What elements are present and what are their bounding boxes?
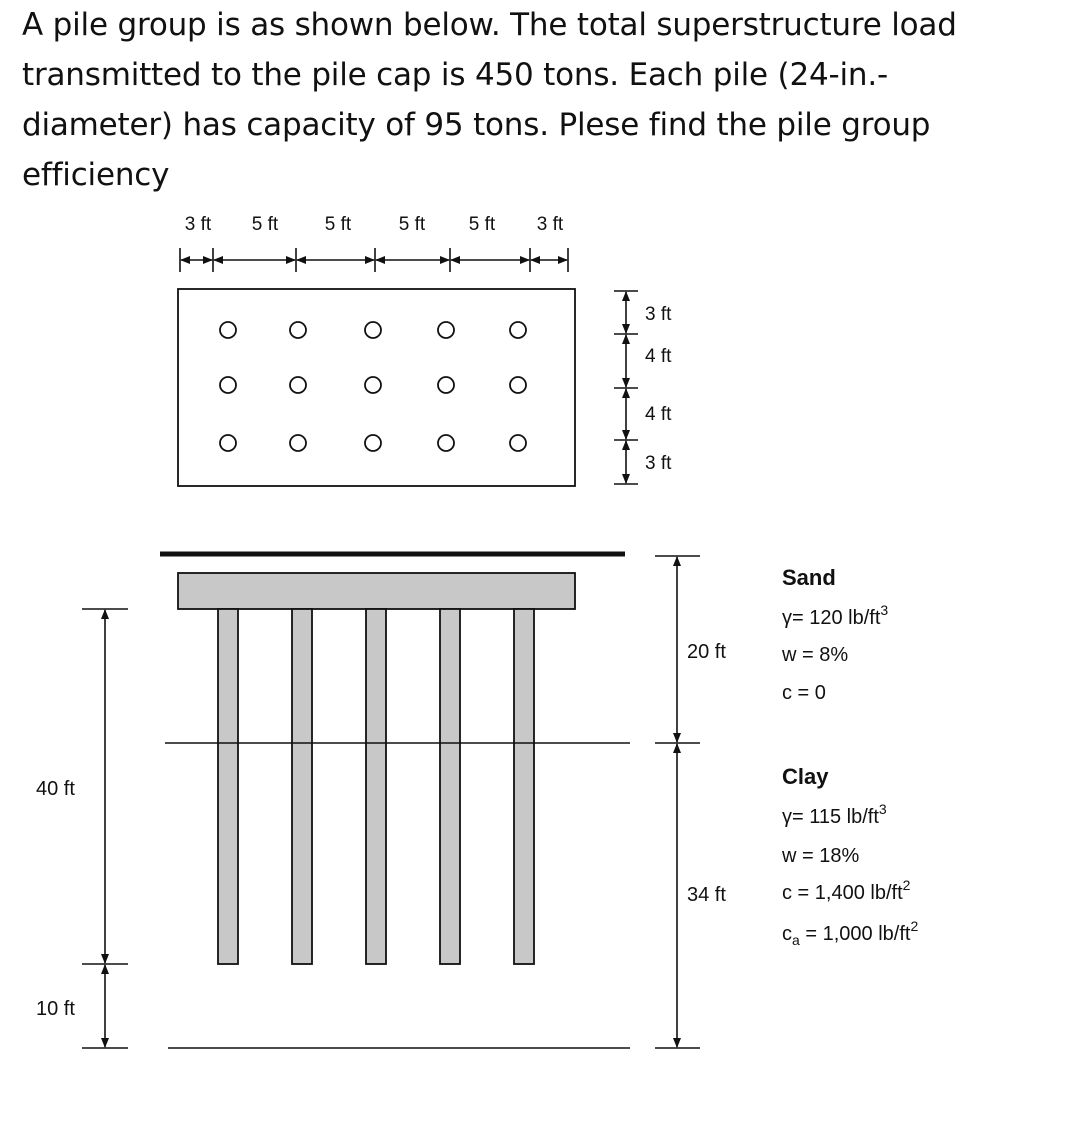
vdim-label-2: 4 ft [645,346,672,367]
right-dims [655,556,700,1048]
question-line-2: transmitted to the pile cap is 450 tons. Each pile (24-in.- [22,57,888,93]
pile-circle [510,435,526,451]
pile-circle [365,377,381,393]
sand-water-content: w = 8% [782,644,849,666]
pile-shaft [440,609,460,964]
question-line-1: A pile group is as shown below. The total superstructure load [22,7,957,43]
left-dims [82,609,128,1048]
below-tip-label: 10 ft [36,998,75,1020]
clay-cohesion: c = 1,400 $lb/ft^2$ [782,877,911,904]
sand-properties [781,565,888,704]
clay-water-content: w = 18% [782,845,860,867]
elevation-piles [218,609,534,964]
pile-circle [365,435,381,451]
vdim-arrows [614,291,638,484]
vdim-label-4: 3 ft [645,453,672,474]
hdim-label-5: 5 ft [468,214,496,235]
sand-thickness-label: 20 ft [687,641,726,663]
pile-shaft [514,609,534,964]
pile-circle [365,322,381,338]
hdim-label-4: 5 ft [398,214,426,235]
clay-adhesion: $c_a = 1,000$ $lb/ft^2$ [782,918,919,948]
pile-cap-elevation [178,573,575,609]
clay-thickness-label: 34 ft [687,884,726,906]
pile-circle [290,435,306,451]
hdim-label-3: 5 ft [324,214,352,235]
hdim-label-2: 5 ft [251,214,279,235]
hdim-label-1: 3 ft [184,214,212,235]
sand-cohesion: c = 0 [782,682,826,704]
elevation-view [33,554,918,1048]
sand-unit-weight: γ= 120 $lb/ft^3$ [782,602,889,629]
vdim-label-1: 3 ft [645,304,672,325]
pile-shaft [366,609,386,964]
pile-circle [438,377,454,393]
hdim-label-6: 3 ft [536,214,564,235]
pile-circle [220,322,236,338]
sand-title: Sand [782,565,836,590]
pile-circle [290,377,306,393]
pile-circle [220,377,236,393]
pile-shaft [292,609,312,964]
pile-circle [510,377,526,393]
pile-length-label: 40 ft [36,778,75,800]
clay-unit-weight: γ= 115 $lb/ft^3$ [782,801,887,828]
clay-title: Clay [782,764,829,789]
pile-circle [290,322,306,338]
plan-view [178,214,672,486]
pile-circle [220,435,236,451]
pile-circle [438,322,454,338]
hdim-arrows [180,248,568,272]
question-line-3: diameter) has capacity of 95 tons. Plese find the pile group [22,107,931,143]
pile-circle [510,322,526,338]
pile-shaft [218,609,238,964]
vdim-label-3: 4 ft [645,404,672,425]
question-line-4: efficiency [22,157,170,193]
clay-properties [781,764,918,948]
pile-circle [438,435,454,451]
